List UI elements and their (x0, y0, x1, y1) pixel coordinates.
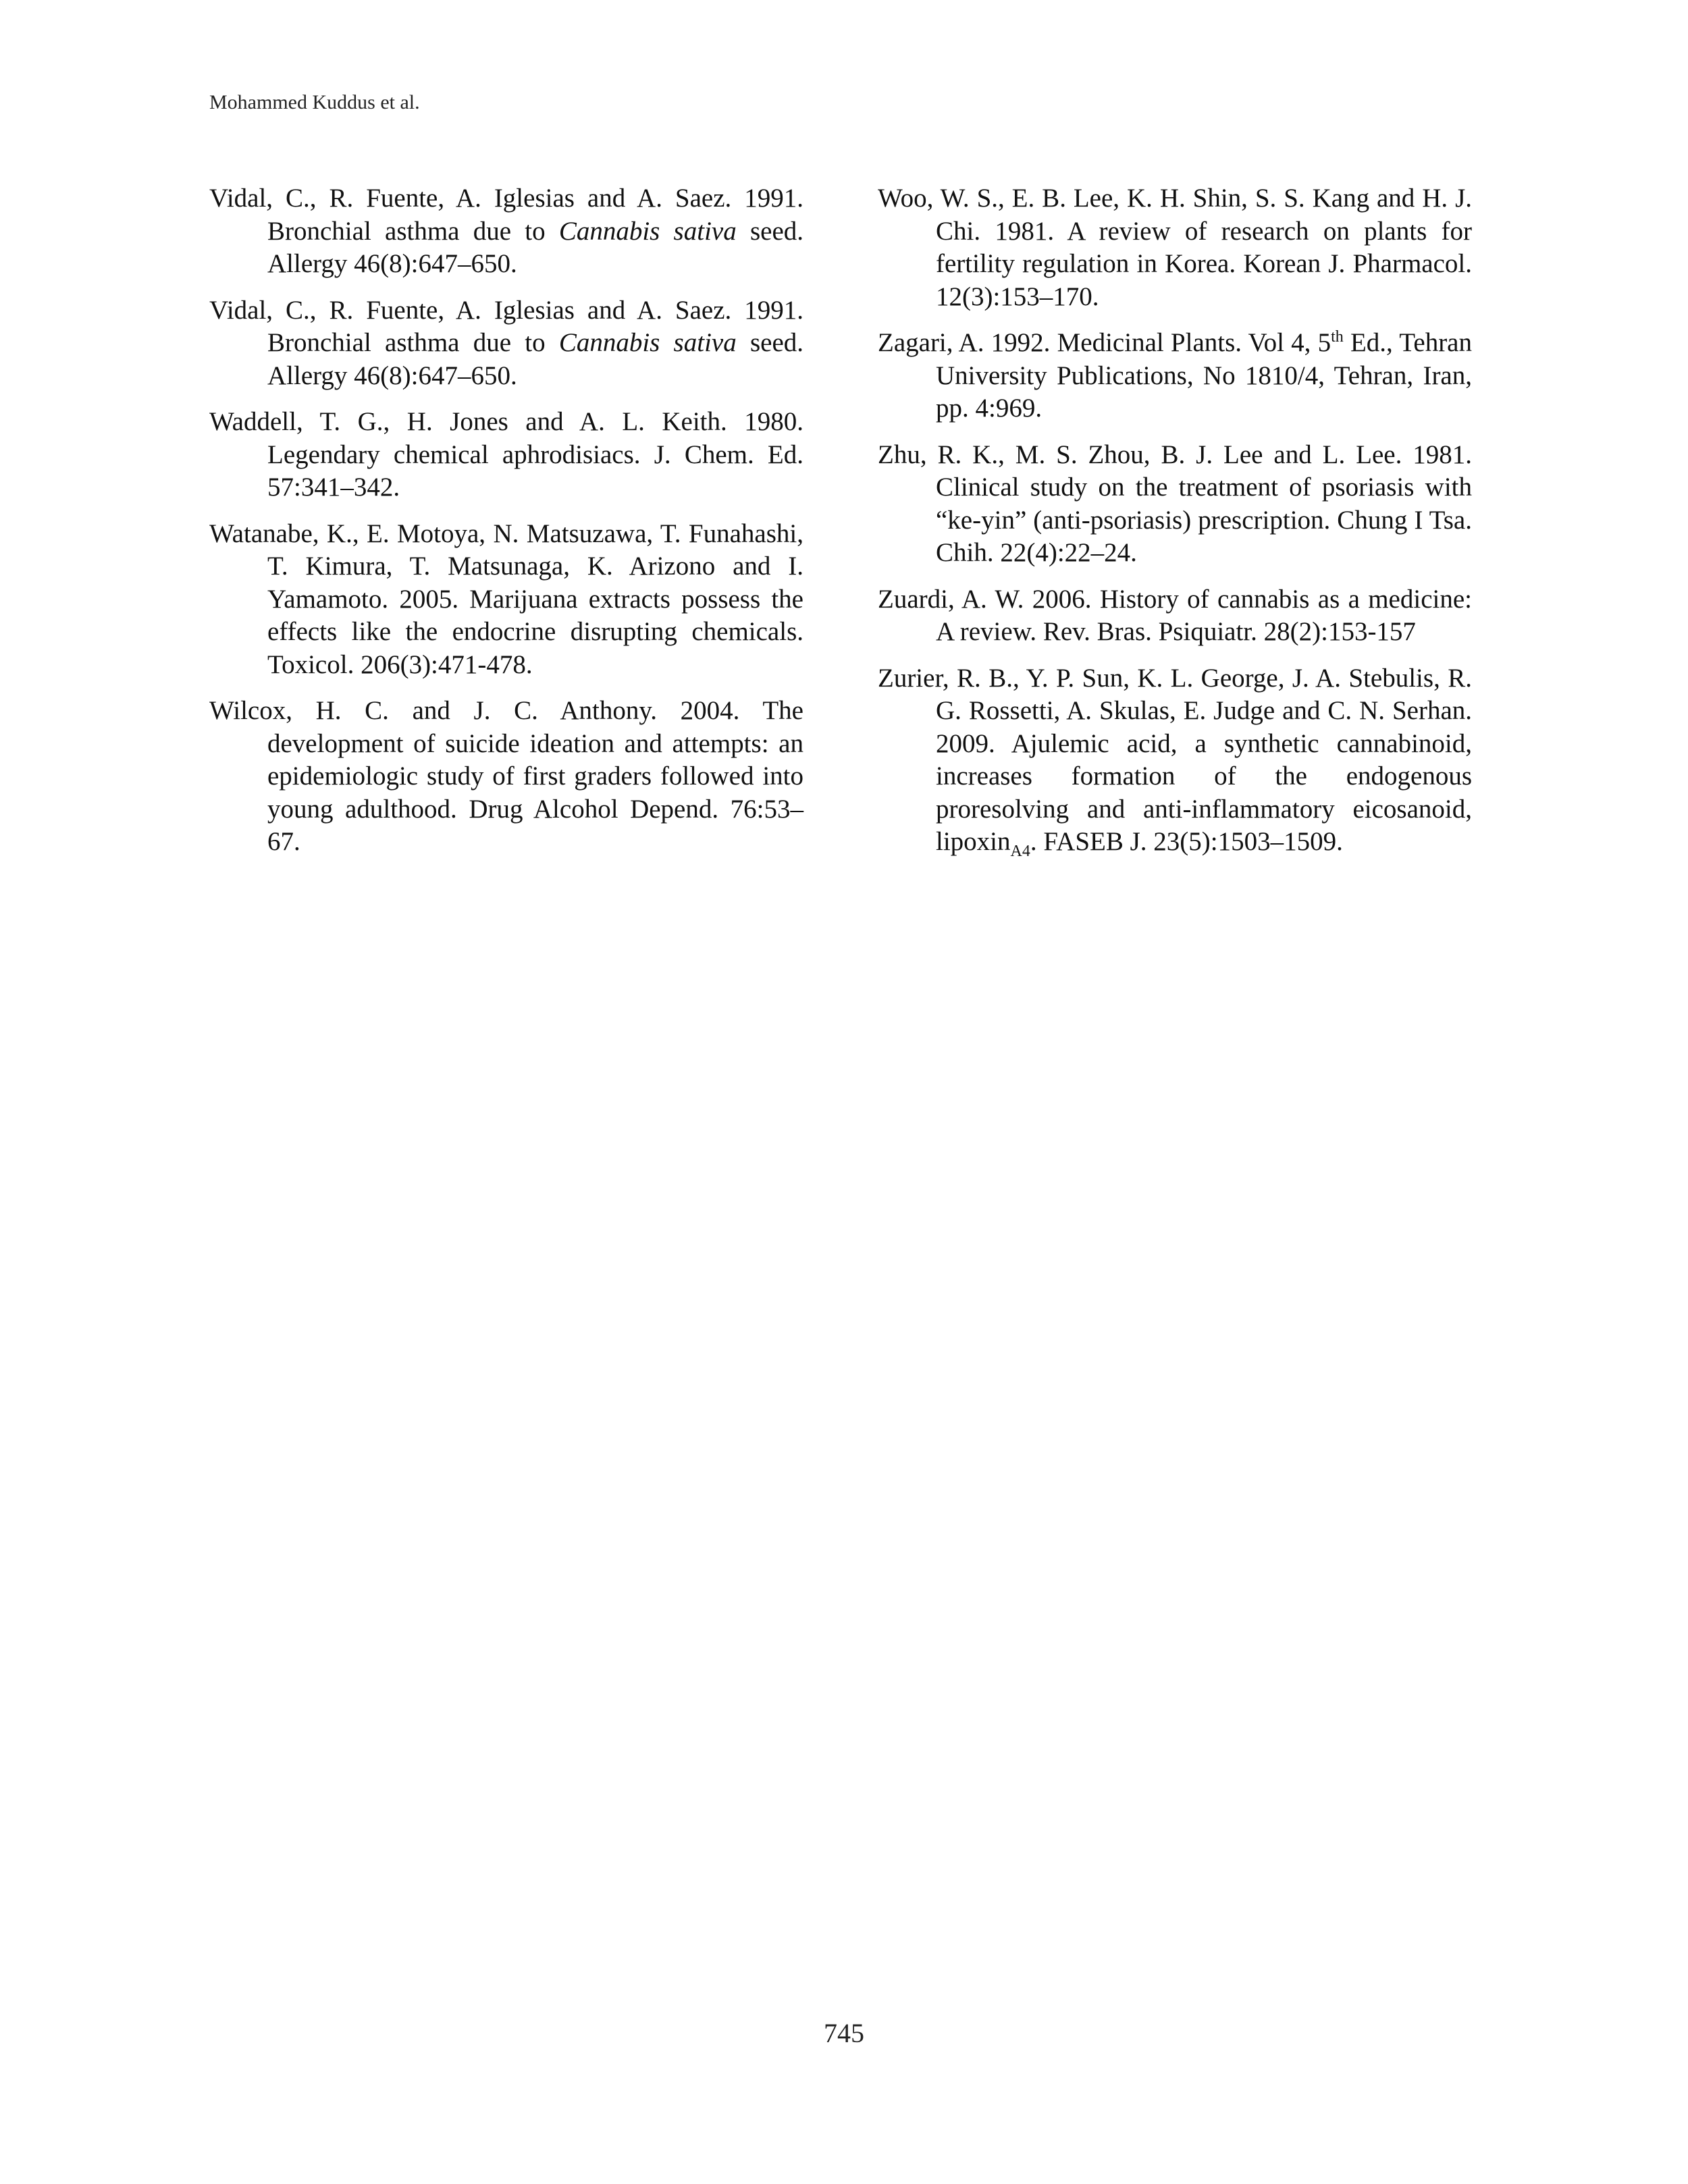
references-column-right (878, 182, 1472, 872)
reference-wilcox-2004: Wilcox, H. C. and J. C. Anthony. 2004. The development of suicide ideation and attempts: an epidemiologic study of first graders followed into young adulthood. Drug Alcohol Depend. 76:53–67. (209, 696, 803, 856)
reference-watanabe-2005: Watanabe, K., E. Motoya, N. Matsuzawa, T. Funahashi, T. Kimura, T. Matsunaga, K. Arizono and I. Yamamoto. 2005. Marijuana extracts possess the effects like the endocrine disrupting chemicals. Toxicol. 206(3):471-478. (209, 518, 803, 679)
reference-waddell-1980: Waddell, T. G., H. Jones and A. L. Keith. 1980. Legendary chemical aphrodisiacs. J. Chem. Ed. 57:341–342. (209, 407, 803, 502)
page-number: 745 (824, 2018, 864, 2048)
running-head: Mohammed Kuddus et al. (209, 91, 420, 113)
reference-zurier-2009: Zurier, R. B., Y. P. Sun, K. L. George, J. A. Stebulis, R. G. Rossetti, A. Skulas, E. Judge and C. N. Serhan. 2009. Ajulemic acid, a synthetic cannabinoid, increases formation of the endogenous proresolving and anti-inflammatory eicosanoid, lipoxin$_{A4}$. FASEB J. 23(5):1503–1509. (878, 663, 1472, 860)
reference-zhu-1981: Zhu, R. K., M. S. Zhou, B. J. Lee and L. Lee. 1981. Clinical study on the treatment of psoriasis with “ke-yin” (anti-psoriasis) prescription. Chung I Tsa. Chih. 22(4):22–24. (878, 440, 1472, 567)
reference-zagari-1992: Zagari, A. 1992. Medicinal Plants. Vol 4, 5th Ed., Tehran University Publications, No 1810/4, Tehran, Iran, pp. 4:969. (878, 328, 1472, 423)
reference-zuardi-2006: Zuardi, A. W. 2006. History of cannabis as a medicine: A review. Rev. Bras. Psiquiatr. 28(2):153-157 (878, 584, 1472, 646)
reference-vidal-1991-b: Vidal, C., R. Fuente, A. Iglesias and A. Saez. 1991. Bronchial asthma due to Cannabis sativa seed. Allergy 46(8):647–650. (209, 295, 804, 390)
reference-woo-1981: Woo, W. S., E. B. Lee, K. H. Shin, S. S. Kang and H. J. Chi. 1981. A review of research on plants for fertility regulation in Korea. Korean J. Pharmacol. 12(3):153–170. (878, 184, 1472, 311)
references-column-left (209, 182, 803, 872)
reference-vidal-1991-a: Vidal, C., R. Fuente, A. Iglesias and A. Saez. 1991. Bronchial asthma due to Cannabis sativa seed. Allergy 46(8):647–650. (209, 184, 804, 278)
